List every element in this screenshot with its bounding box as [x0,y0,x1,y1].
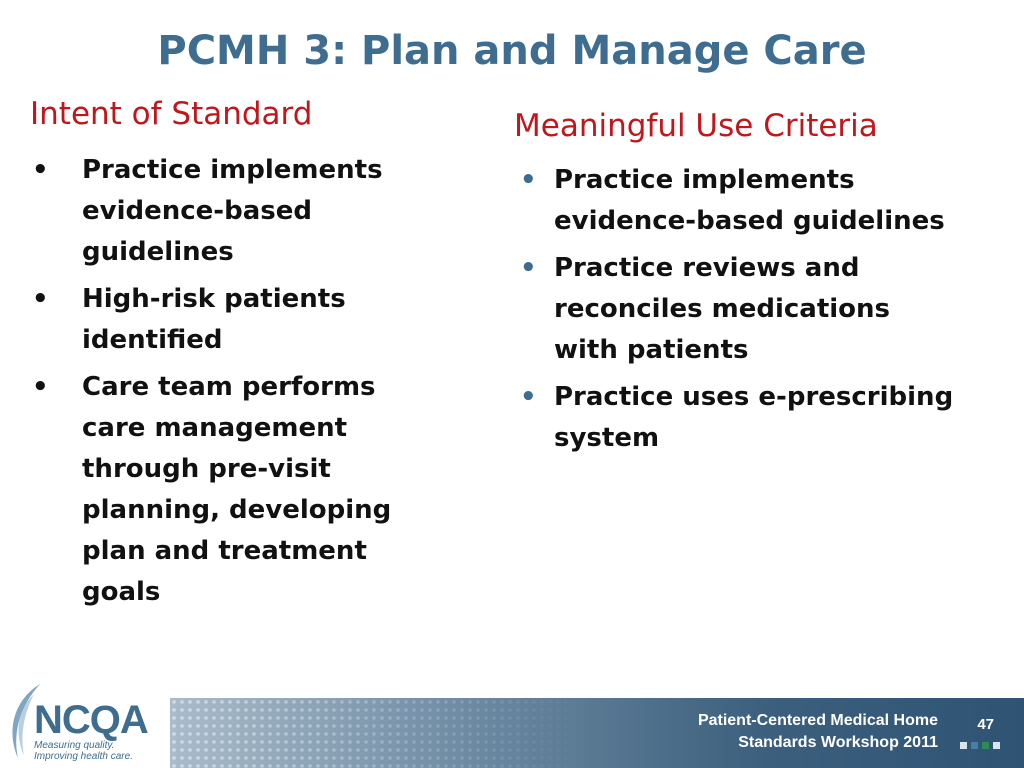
square-icon [971,742,978,749]
logo-wordmark: NCQA [34,698,148,742]
square-icon [960,742,967,749]
bullet-icon: • [520,382,537,412]
logo-tagline [34,740,133,762]
intent-heading: Intent of Standard [30,96,313,132]
footer-squares-icon [960,742,1000,749]
bullet-icon: • [32,284,49,314]
footer-caption [698,710,938,754]
bullet-icon: • [520,253,537,283]
list-item [514,377,954,459]
bullet-text: Practice implements evidence-based guidelines [554,165,945,236]
list-item [30,150,440,273]
logo-tagline-line2: Improving health care. [34,751,133,762]
bullet-text: Practice reviews and reconciles medications with patients [554,253,891,365]
meaningful-use-bullet-list [514,160,954,465]
square-icon [993,742,1000,749]
ncqa-logo [4,680,174,768]
bullet-icon: • [32,155,49,185]
bullet-text: Practice uses e-prescribing system [554,382,954,453]
bullet-text: Care team performs care management through pre-visit planning, developing plan and treatment goals [82,372,392,607]
footer-dot-pattern [170,698,590,768]
meaningful-use-heading: Meaningful Use Criteria [514,108,878,144]
intent-bullet-list [30,150,440,619]
logo-tagline-line1: Measuring quality. [34,740,115,751]
page-number: 47 [977,716,994,733]
square-icon [982,742,989,749]
list-item [514,160,954,242]
footer-caption-line1: Patient-Centered Medical Home [697,712,938,729]
list-item [30,367,440,613]
list-item [514,248,954,371]
footer-caption-line2: Standards Workshop 2011 [738,734,938,751]
bullet-icon: • [32,372,49,402]
bullet-text: High-risk patients identified [82,284,346,355]
slide-title: PCMH 3: Plan and Manage Care [157,28,867,74]
list-item [30,279,440,361]
bullet-icon: • [520,165,537,195]
bullet-text: Practice implements evidence-based guidelines [82,155,383,267]
